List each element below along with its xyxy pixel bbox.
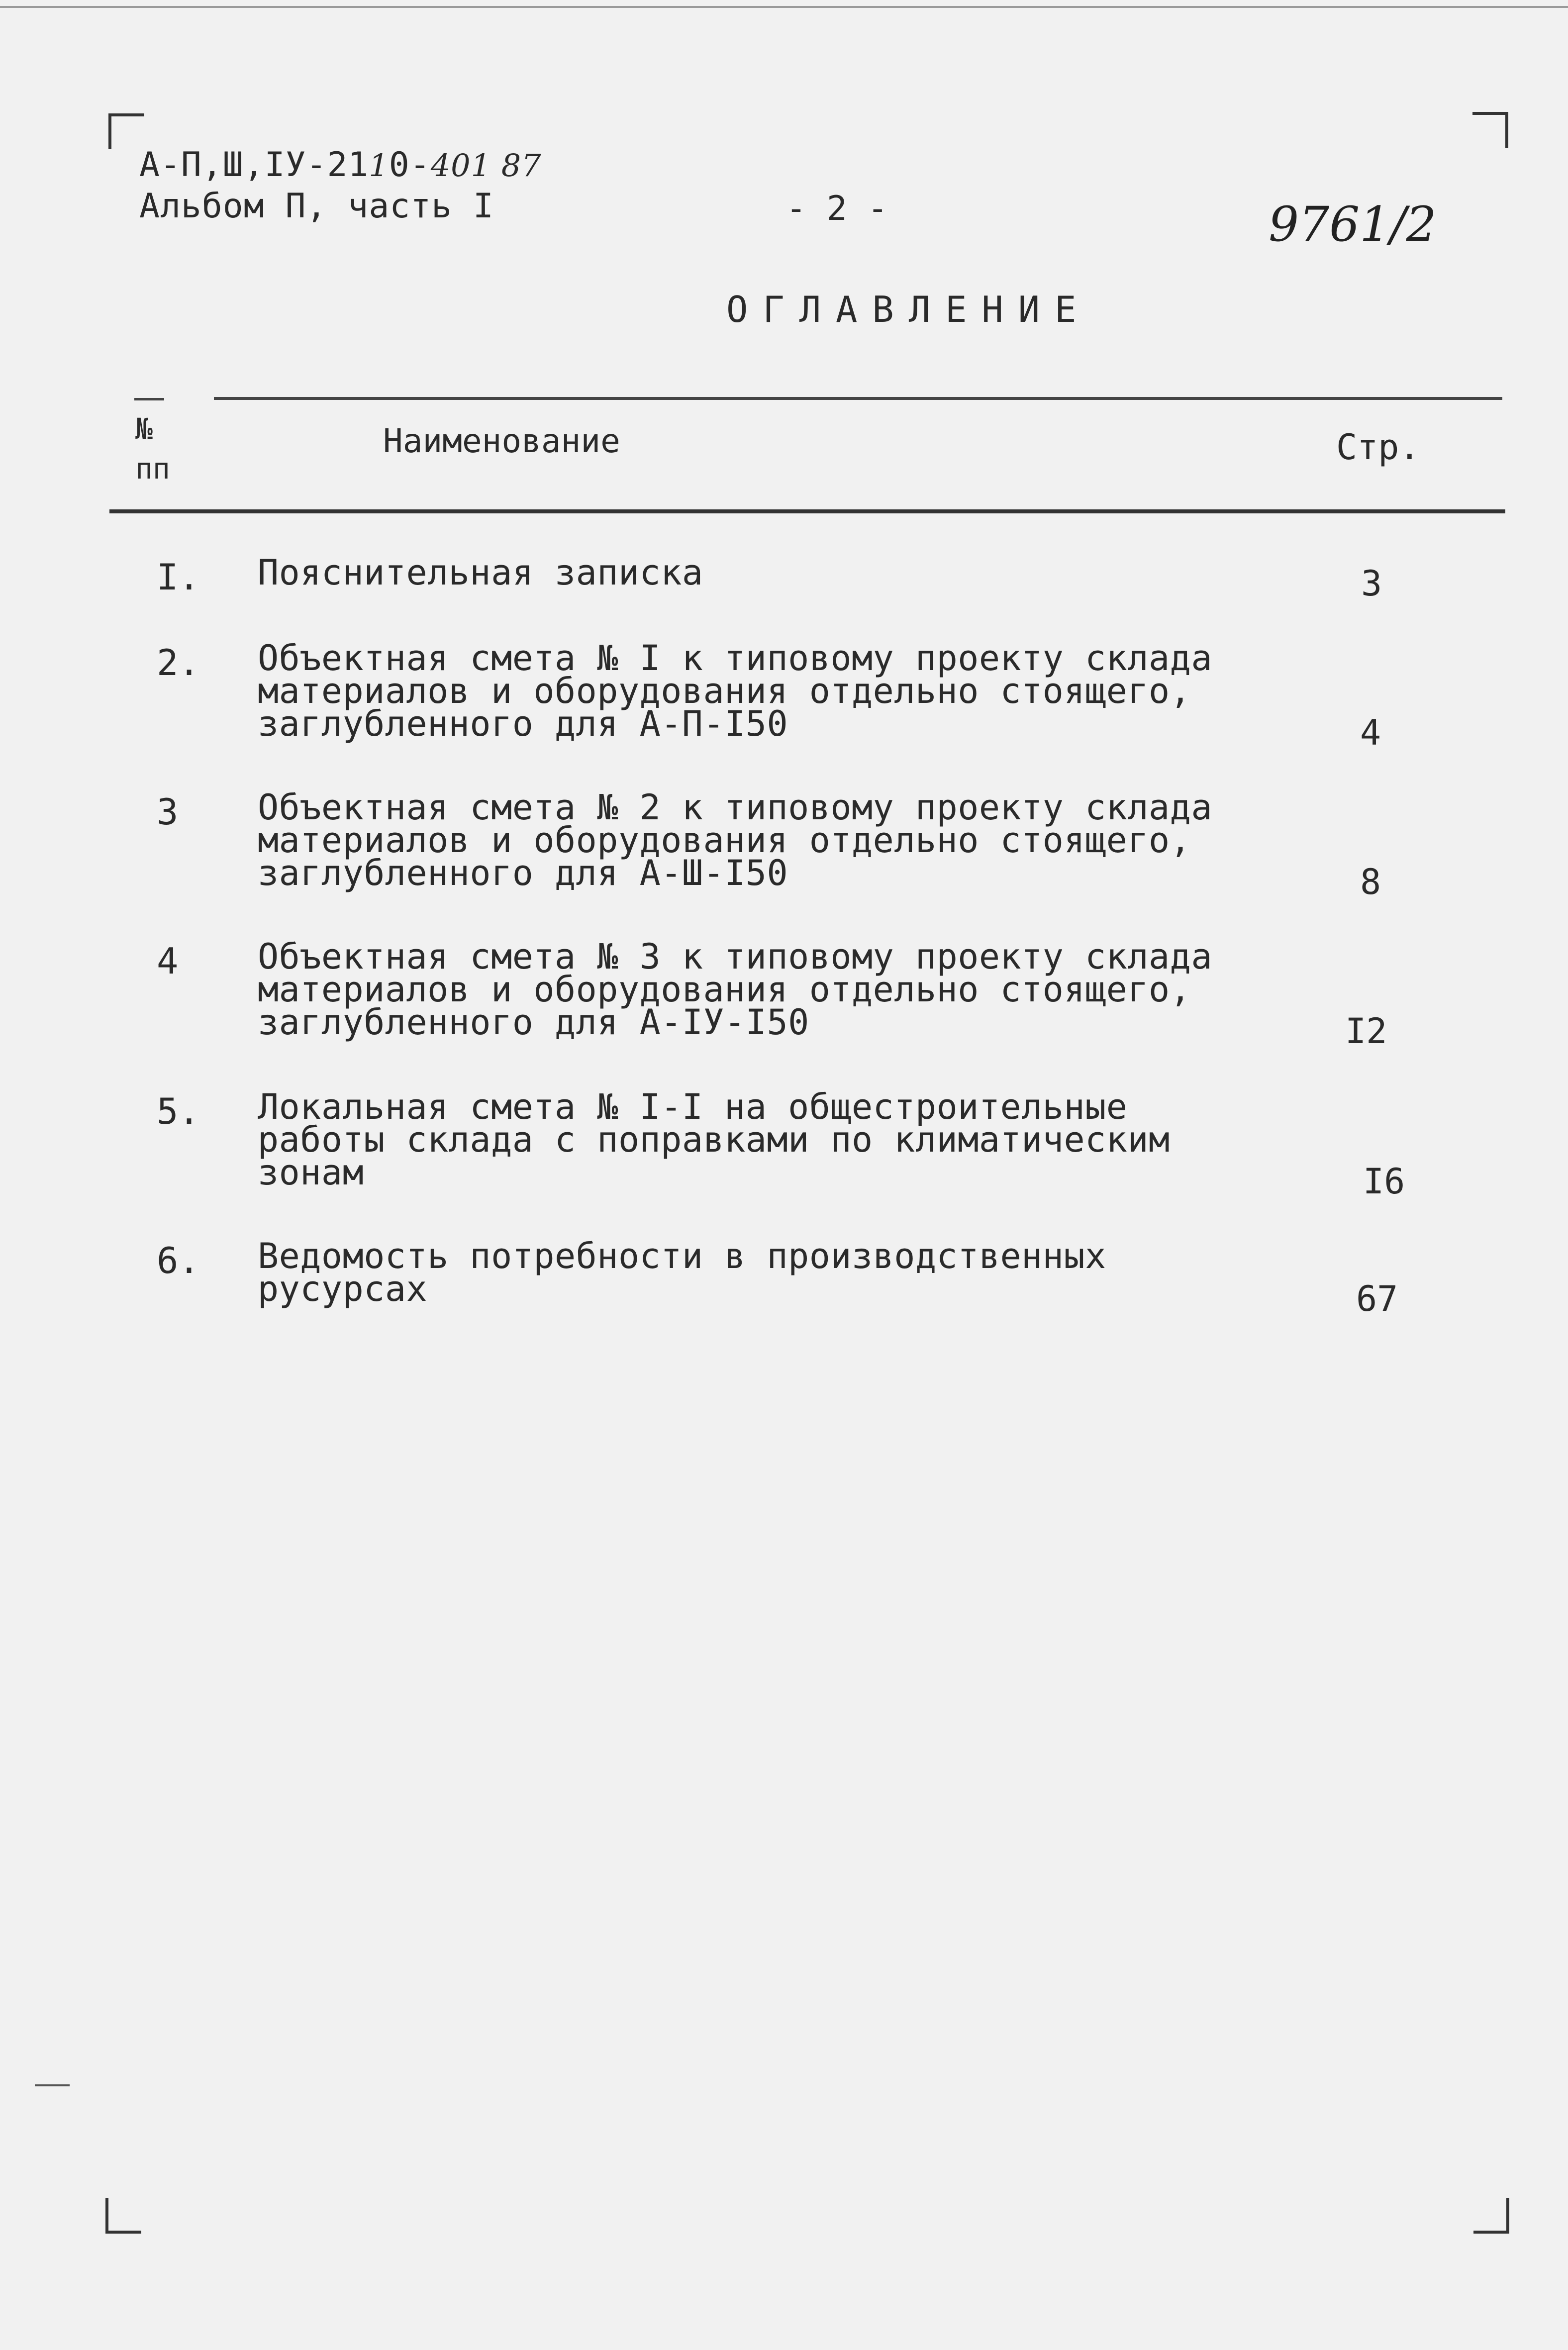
toc-row-title-line: заглубленного для А-IУ-I50 [258, 1002, 809, 1043]
table-top-rule [214, 397, 1502, 400]
toc-row-title-line: Ведомость потребности в производственных [258, 1236, 1106, 1276]
toc-row-title [258, 1236, 1253, 1309]
column-header-name: Наименование [383, 422, 620, 460]
toc-row-title-line: зонам [258, 1152, 364, 1193]
toc-row-page: I2 [1345, 1011, 1387, 1052]
toc-row-page: I6 [1363, 1161, 1405, 1202]
page-number: - 2 - [786, 189, 888, 228]
toc-row-number: 5. [157, 1090, 200, 1132]
table-header-rule [109, 509, 1505, 513]
corner-mark-top-left [108, 113, 144, 149]
toc-row-number: 6. [157, 1240, 200, 1281]
toc-row-title-line: заглубленного для А-Ш-I50 [258, 853, 788, 893]
album-label: Альбом П, часть I [139, 187, 494, 226]
toc-row-page: 3 [1361, 563, 1382, 604]
toc-row-title [258, 638, 1253, 744]
toc-row-number: 4 [157, 940, 179, 982]
toc-row-page: 4 [1360, 712, 1381, 753]
toc-row-title [258, 787, 1253, 893]
toc-row-title [258, 552, 1253, 593]
archive-number: 9761/2 [1269, 196, 1437, 252]
document-code-typed-suffix: 0- [389, 145, 431, 185]
toc-row-title-line: материалов и оборудования отдельно стоящего, [258, 969, 1191, 1010]
column-header-page: Стр. [1336, 427, 1420, 468]
toc-row-title-line: Объектная смета № I к типовому проекту склада [258, 638, 1212, 679]
page-top-edge [0, 6, 1568, 8]
toc-row-title-line: материалов и оборудования отдельно стоящего, [258, 820, 1191, 861]
column-header-number: № пп [135, 412, 170, 486]
toc-row-number: 2. [157, 642, 200, 684]
margin-tick-mark [35, 2084, 70, 2086]
document-code-handwritten-digit: 1 [369, 147, 389, 184]
toc-row-page: 8 [1360, 862, 1381, 902]
toc-row-number: I. [157, 556, 200, 598]
toc-row-title-line: русурсах [258, 1269, 428, 1309]
document-code [139, 145, 542, 185]
corner-mark-bottom-left [105, 2198, 141, 2234]
table-top-rule-left [134, 398, 164, 400]
toc-row-title-line: материалов и оборудования отдельно стоящего, [258, 671, 1191, 711]
toc-title: ОГЛАВЛЕНИЕ [726, 289, 1091, 330]
corner-mark-top-right [1472, 112, 1508, 148]
document-code-typed: А-П,Ш,IУ-21 [139, 145, 369, 185]
document-code-handwritten: 401 87 [430, 147, 542, 184]
corner-mark-bottom-right [1473, 2198, 1509, 2234]
toc-row-title [258, 936, 1253, 1043]
toc-row-title-line: Объектная смета № 3 к типовому проекту склада [258, 936, 1212, 977]
toc-row-number: 3 [157, 791, 179, 833]
toc-row-title-line: работы склада с поправками по климатическим [258, 1119, 1170, 1160]
toc-row-page: 67 [1356, 1278, 1398, 1319]
toc-row-title-line: Локальная смета № I-I на общестроительные [258, 1086, 1128, 1127]
toc-row-title-line: Пояснительная записка [258, 552, 703, 593]
toc-row-title-line: Объектная смета № 2 к типовому проекту склада [258, 787, 1212, 828]
toc-row-title-line: заглубленного для А-П-I50 [258, 703, 788, 744]
toc-row-title [258, 1086, 1253, 1193]
